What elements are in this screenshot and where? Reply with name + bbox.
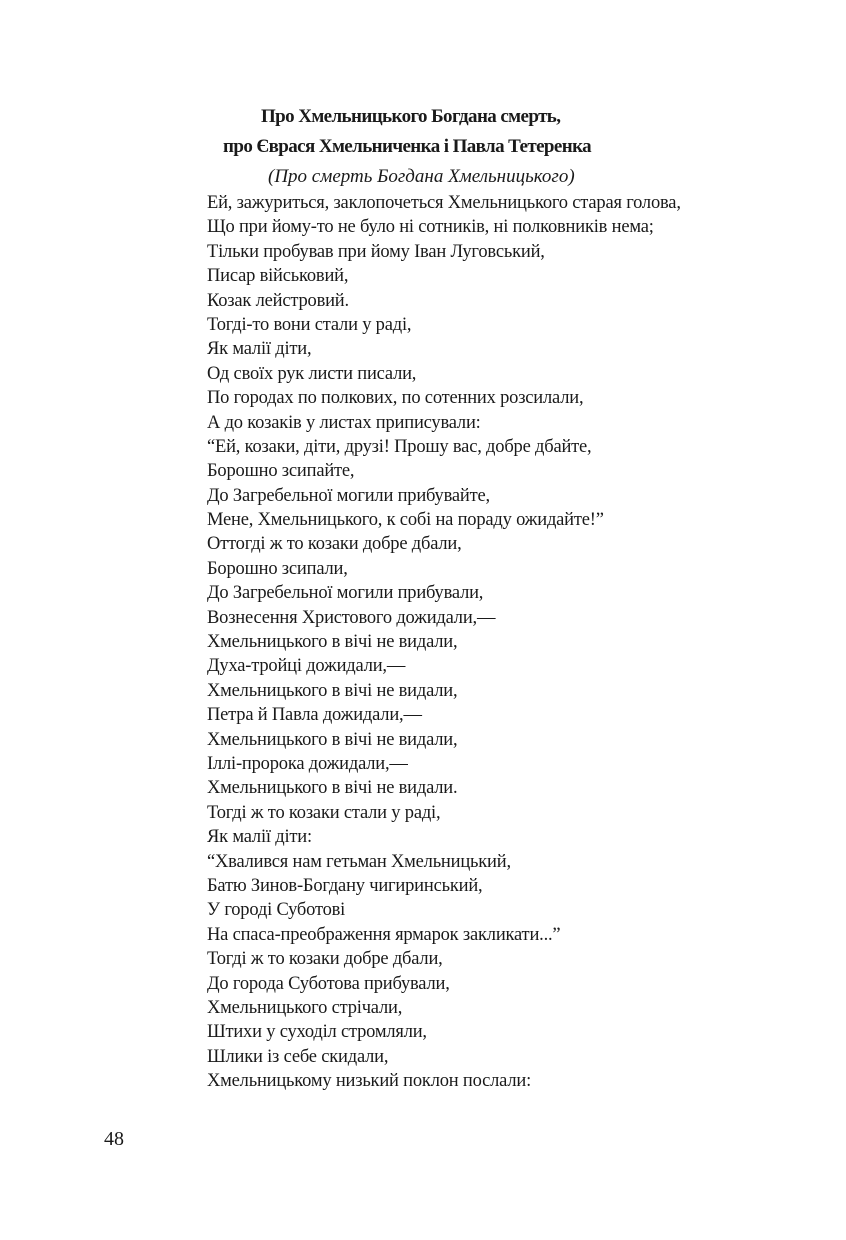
verse-line: Хмельницького стрічали, — [207, 997, 403, 1018]
poem-title-line-1: Про Хмельницького Богдана смерть, — [261, 106, 561, 127]
poem-subtitle: (Про смерть Богдана Хмельницького) — [268, 166, 575, 187]
verse-line: Шлики із себе скидали, — [207, 1046, 389, 1067]
verse-line: Мене, Хмельницького, к собі на пораду ожидайте!” — [207, 510, 604, 531]
verse-line: Штихи у суходіл стромляли, — [207, 1022, 427, 1043]
verse-line: У городі Суботові — [207, 900, 346, 921]
verse-line: Писар військовий, — [207, 266, 349, 287]
verse-line: “Ей, козаки, діти, друзі! Прошу вас, добре дбайте, — [207, 436, 592, 457]
poem-title-line-2: про Єврася Хмельниченка і Павла Тетеренка — [223, 136, 592, 157]
verse-line: Тогді ж то козаки добре дбали, — [207, 949, 443, 970]
verse-line: Од своїх рук листи писали, — [207, 363, 417, 384]
verse-line: На спаса-преображення ярмарок закликати...” — [207, 924, 561, 945]
verse-line: Як малії діти, — [207, 339, 312, 360]
verse-line: Тогді-то вони стали у раді, — [207, 314, 412, 335]
verse-line: А до козаків у листах приписували: — [207, 412, 481, 433]
verse-line: Хмельницького в вічі не видали. — [207, 778, 458, 799]
verse-line: Ей, зажуриться, заклопочеться Хмельницького старая голова, — [207, 193, 681, 213]
verse-line: По городах по полкових, по сотенних розсилали, — [207, 388, 584, 409]
verse-line: Борошно зсипали, — [207, 558, 348, 579]
verse-line: До Загребельної могили прибувайте, — [207, 485, 490, 506]
verse-line: Вознесення Христового дожидали,— — [207, 607, 496, 628]
verse-line: Що при йому-то не було ні сотників, ні полковників нема; — [207, 217, 654, 238]
verse-line: Духа-тройці дожидали,— — [207, 656, 406, 677]
verse-line: Хмельницького в вічі не видали, — [207, 680, 458, 701]
verse-line: Оттогді ж то козаки добре дбали, — [207, 534, 462, 555]
verse-line: Хмельницькому низький поклон послали: — [207, 1071, 532, 1092]
verse-line: Тогді ж то козаки стали у раді, — [207, 802, 441, 823]
verse-line: “Хвалився нам гетьман Хмельницький, — [207, 851, 511, 872]
page-number: 48 — [104, 1128, 124, 1150]
verse-line: Як малії діти: — [207, 827, 312, 848]
verse-line: Іллі-пророка дожидали,— — [207, 753, 408, 774]
verse-line: Хмельницького в вічі не видали, — [207, 729, 458, 750]
verse-line: Козак лейстровий. — [207, 290, 349, 311]
verse-line: Борошно зсипайте, — [207, 461, 355, 482]
verse-line: Хмельницького в вічі не видали, — [207, 632, 458, 653]
poem-verse — [207, 191, 681, 1093]
verse-line: До города Суботова прибували, — [207, 973, 450, 994]
verse-line: Батю Зинов-Богдану чигиринський, — [207, 875, 483, 896]
verse-line: Тільки пробував при йому Іван Луговський, — [207, 241, 545, 262]
verse-line: До Загребельної могили прибували, — [207, 583, 484, 604]
verse-line: Петра й Павла дожидали,— — [207, 705, 422, 726]
